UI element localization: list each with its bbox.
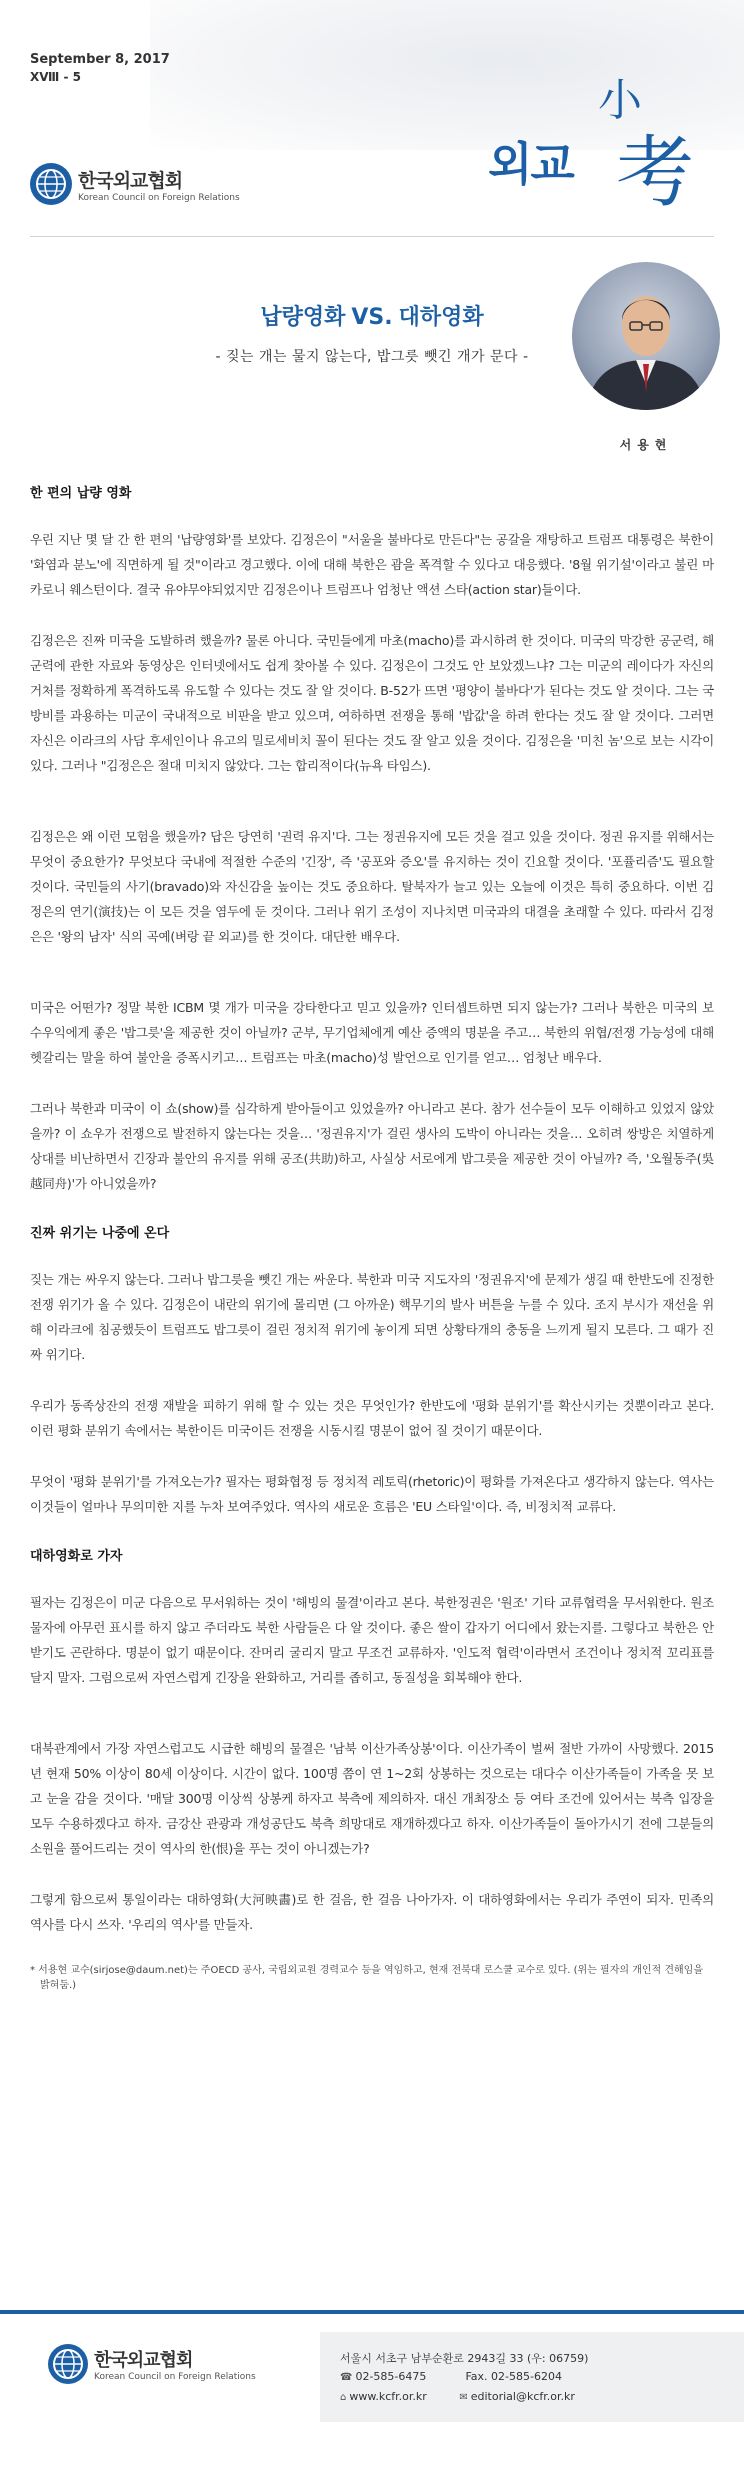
- author-name: 서용현: [619, 438, 673, 452]
- paragraph: 우리가 동족상잔의 전쟁 재발을 피하기 위해 할 수 있는 것은 무엇인가? 한반도에 '평화 분위기'를 확산시키는 것뿐이라고 본다. 이런 평화 분위기 속에서는 북한이든 미국이든 전쟁을 시동시킬 명분이 없어 질 것이기 때문이다.: [30, 1398, 714, 1438]
- paragraph: 김정은은 왜 이런 모험을 했을까? 답은 당연히 '권력 유지'다. 그는 정권유지에 모든 것을 걸고 있을 것이다. 정권 유지를 위해서는 무엇이 중요한가? 무엇보다 국내에 적절한 수준의 '긴장', 즉 '공포와 증오'를 유지하는 것이 긴요할 것이다. '포퓰리즘'도 필요할 것이다. 국민들의 사기(bravado)와 자신감을 높이는 것도 중요하다. 탈북자가 늘고 있는 오늘에 이것은 특히 중요하다. 이번 김정은의 연기(演技)는 이 모든 것을 염두에 둔 것이다. 그러나 위기 조성이 지나치면 미국과의 대결을 초래할 수 있다. 따라서 김정은은 '왕의 남자' 식의 곡예(벼랑 끝 외교)를 한 것이다. 대단한 배우다.: [30, 829, 714, 944]
- paragraph: 그러나 북한과 미국이 이 쇼(show)를 심각하게 받아들이고 있었을까? 아니라고 본다. 참가 선수들이 모두 이해하고 있었지 않았을까? 이 쇼우가 전쟁으로 발전하지 않는다는 것을… '정권유지'가 걸린 생사의 도박이 아니라는 것을… 오히려 쌍방은 치열하게 상대를 비난하면서 긴장과 불안의 유지를 위해 공조(共助)하고, 사실상 서로에게 밥그릇을 제공한 것이 아닐까? 즉, '오월동주(吳越同舟)'가 아니었을까?: [30, 1101, 714, 1191]
- org-name-en: Korean Council on Foreign Relations: [78, 192, 240, 203]
- section-heading: 진짜 위기는 나중에 온다: [30, 1226, 170, 1241]
- footer-website-link[interactable]: www.kcfr.or.kr: [349, 2390, 427, 2403]
- issue-volume: XⅧ - 5: [30, 70, 82, 84]
- header-divider: [30, 236, 714, 237]
- footer-fax: Fax. 02-585-6204: [465, 2370, 562, 2383]
- title-left: 납량영화: [260, 305, 346, 330]
- phone-icon: ☎: [340, 2372, 353, 2383]
- brand-oe: 외교: [488, 137, 573, 191]
- footer-email-link[interactable]: editorial@kcfr.or.kr: [470, 2390, 575, 2403]
- author-photo: [572, 262, 720, 410]
- globe-emblem-icon: [48, 2344, 88, 2384]
- author-footnote: * 서용현 교수(sirjose@daum.net)는 주OECD 공사, 국립외교원 경력교수 등을 역임하고, 현재 전북대 로스쿨 교수로 있다. (위는 필자의 개인적 견해임을 밝혀둠.): [30, 1965, 703, 1991]
- footer-address: 서울시 서초구 남부순환로 2943길 33 (우: 06759): [340, 2352, 589, 2365]
- footer-divider: [0, 2310, 744, 2314]
- brand-go: 考: [616, 128, 695, 218]
- org-logo[interactable]: [30, 163, 240, 205]
- footer-org-name-en: Korean Council on Foreign Relations: [94, 2372, 256, 2382]
- footer-org-logo[interactable]: [48, 2344, 256, 2384]
- brand-so: 小: [598, 75, 642, 126]
- org-name-kr: 한국외교협회: [78, 169, 183, 192]
- paragraph: 짖는 개는 싸우지 않는다. 그러나 밥그릇을 뺏긴 개는 싸운다. 북한과 미국 지도자의 '정권유지'에 문제가 생길 때 한반도에 진정한 전쟁 위기가 올 수 있다. 김정은이 내란의 위기에 몰리면 (그 아까운) 핵무기의 발사 버튼을 누를 수 있다. 조지 부시가 재선을 위해 이라크에 침공했듯이 트럼프도 밥그릇이 걸린 정치적 위기에 놓이게 되면 상황타개의 충동을 느끼게 될지 모른다. 그 때가 진짜 위기다.: [30, 1272, 714, 1362]
- footer-web-row: [340, 2390, 575, 2403]
- page-footer: [0, 2310, 744, 2488]
- mail-icon: ✉: [459, 2392, 468, 2403]
- title-right: 대하영화: [398, 305, 484, 330]
- home-icon: ⌂: [340, 2392, 347, 2403]
- article-subtitle: - 짖는 개는 물지 않는다, 밥그릇 뺏긴 개가 문다 -: [215, 349, 529, 365]
- footer-phone[interactable]: 02-585-6475: [355, 2370, 427, 2383]
- paragraph: 필자는 김정은이 미군 다음으로 무서워하는 것이 '해빙의 물결'이라고 본다. 북한정권은 '원조' 기타 교류협력을 무서워한다. 원조물자에 아무런 표시를 하지 않고 주더라도 북한 사람들은 다 알 것이다. 좋은 쌀이 갑자기 어디에서 왔는지를. 그렇다고 북한은 안 받기도 곤란하다. 명분이 없기 때문이다. 잔머리 굴리지 말고 무조건 교류하자. '인도적 협력'이라면서 조건이나 정치적 꼬리표를 달지 말자. 그럼으로써 자연스럽게 긴장을 완화하고, 거리를 좁히고, 동질성을 회복해야 한다.: [30, 1595, 714, 1685]
- paragraph: 대북관계에서 가장 자연스럽고도 시급한 해빙의 물결은 '남북 이산가족상봉'이다. 이산가족이 벌써 절반 가까이 사망했다. 2015년 현재 50% 이상이 80세 이상이다. 시간이 없다. 100명 쯤이 연 1~2회 상봉하는 것으로는 대다수 이산가족들이 가족을 못 보고 눈을 감을 것이다. '매달 300명 이상씩 상봉케 하자고 북측에 제의하자. 대신 개최장소 등 여타 조건에 있어서는 북측 입장을 모두 수용하겠다고 하자. 금강산 관광과 개성공단도 북측 희망대로 재개하겠다고 하자. 이산가족들이 돌아가시기 전에 그분들의 소원을 풀어드리는 것이 역사의 한(恨)을 푸는 것이 아니겠는가?: [30, 1741, 714, 1856]
- globe-emblem-icon: [30, 163, 72, 205]
- page-header: [0, 0, 744, 245]
- issue-date: September 8, 2017: [30, 52, 170, 67]
- section-heading: 대하영화로 가자: [30, 1549, 123, 1564]
- article-body: [30, 482, 714, 1993]
- paragraph: 무엇이 '평화 분위기'를 가져오는가? 필자는 평화협정 등 정치적 레토릭(rhetoric)이 평화를 가져온다고 생각하지 않는다. 역사는 이것들이 얼마나 무의미한 지를 누차 보여주었다. 역사의 새로운 흐름은 'EU 스타일'이다. 즉, 비정치적 교류다.: [30, 1474, 714, 1514]
- section-heading: 한 편의 납량 영화: [30, 486, 132, 501]
- paragraph: 우린 지난 몇 달 간 한 편의 '납량영화'를 보았다. 김정은이 "서울을 불바다로 만든다"는 공갈을 재탕하고 트럼프 대통령은 북한이 '화염과 분노'에 직면하게 될 것"이라고 경고했다. 이에 대해 북한은 괌을 폭격할 수 있다고 대응했다. '8월 위기설'이라고 불린 마카로니 웨스턴이다. 결국 유야무야되었지만 김정은이나 트럼프나 엄청난 액션 스타(action star)들이다.: [30, 532, 714, 597]
- paragraph: 김정은은 진짜 미국을 도발하려 했을까? 물론 아니다. 국민들에게 마초(macho)를 과시하려 한 것이다. 미국의 막강한 공군력, 해군력에 관한 자료와 동영상은 인터넷에서도 쉽게 찾아볼 수 있다. 김정은이 그것도 안 보았겠느냐? 그는 미군의 레이다가 자신의 거처를 정확하게 폭격하도록 유도할 수 있다는 것도 잘 알 것이다. B-52가 뜨면 '평양이 불바다'가 된다는 것도 알 것이다. 그는 국방비를 과용하는 미군이 국내적으로 비판을 받고 있으며, 여하하면 전쟁을 통해 '밥값'을 하려 한다는 것도 잘 알 것이다. 그러면 자신은 이라크의 사담 후세인이나 유고의 밀로세비치 꼴이 된다는 것도 잘 알고 있을 것이다. 김정은을 '미친 놈'으로 보는 시각이 있다. 그러나 "김정은은 절대 미치지 않았다. 그는 합리적이다(뉴욕 타임스).: [30, 633, 714, 773]
- paragraph: 그렇게 함으로써 통일이라는 대하영화(大河映畵)로 한 걸음, 한 걸음 나아가자. 이 대하영화에서는 우리가 주연이 되자. 민족의 역사를 다시 쓰자. '우리의 역사'를 만들자.: [30, 1892, 714, 1932]
- paragraph: 미국은 어떤가? 정말 북한 ICBM 몇 개가 미국을 강타한다고 믿고 있을까? 인터셉트하면 되지 않는가? 그러나 북한은 미국의 보수우익에게 좋은 '밥그릇'을 제공한 것이 아닐까? 군부, 무기업체에게 예산 증액의 명분을 주고… 북한의 위협/전쟁 가능성에 대해 헷갈리는 말을 하여 불안을 증폭시키고… 트럼프는 마초(macho)성 발언으로 인기를 얻고… 엄청난 배우다.: [30, 1000, 714, 1065]
- publication-brand: [488, 58, 708, 218]
- footer-phone-row: [340, 2370, 562, 2383]
- title-vs: VS.: [351, 305, 393, 330]
- footer-org-name-kr: 한국외교협회: [94, 2350, 193, 2371]
